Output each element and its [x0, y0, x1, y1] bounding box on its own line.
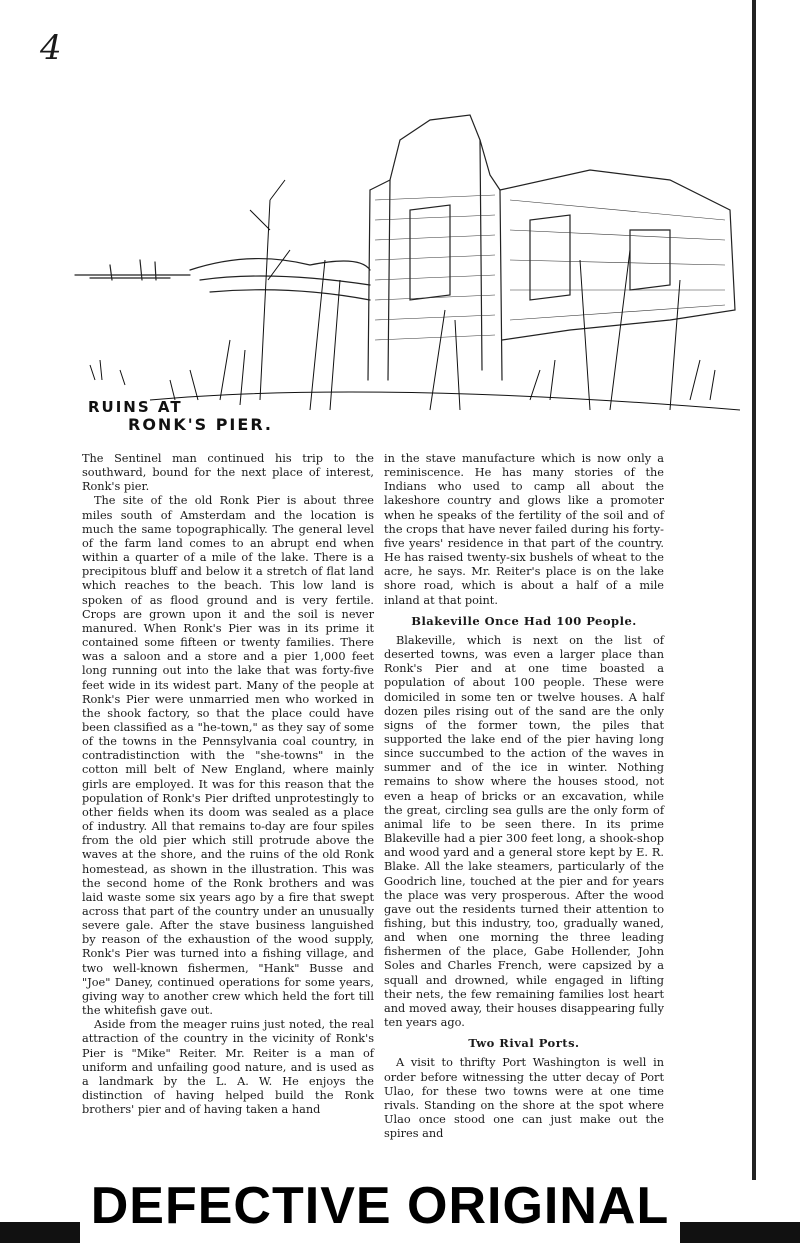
paragraph: in the stave manufacture which is now only a reminiscence. He has many stories of the Indians who used to camp all about the lakeshore country and glows like a promoter when he speaks of the fertility of the soil and of the crops that have never failed during his forty-five years' residence in that part of the country. He has raised twenty-six bushels of wheat to the acre, he says. Mr. Reiter's place is on the lake shore road, which is about a half of a mile inland at that point. [384, 452, 664, 607]
paragraph: Blakeville, which is next on the list of deserted towns, was even a larger place than Ronk's Pier and at one time boasted a population of about 100 people. These were domiciled in some ten or twelve houses. A half dozen piles rising out of the sand are the only signs of the former town, the piles that supported the lake end of the pier having long since succumbed to the action of the waves in summer and of the ice in winter. Nothing remains to show where the houses stood, not even a heap of bricks or an excavation, while the great, circling sea gulls are the only form of animal life to be seen there. In its prime Blakeville had a pier 300 feet long, a shook-shop and wood yard and a general store kept by E. R. Blake. All the lake steamers, particularly of the Goodrich line, touched at the pier and for years the place was very prosperous. After the wood gave out the residents turned their attention to fishing, but this industry, too, gradually waned, and when one morning the three leading fishermen of the place, Gabe Hollender, John Soles and Charles French, were capsized by a squall and drowned, while engaged in lifting their nets, the few remaining families lost heart and moved away, their houses disappearing fully ten years ago. [384, 633, 664, 1030]
paragraph: A visit to thrifty Port Washington is well in order before witnessing the utter decay of Port Ulao, for these two towns were at one time rivals. Standing on the shore at the spot where Ulao once stood one can just make out the spires and [384, 1056, 664, 1141]
section-heading: Two Rival Ports. [468, 1036, 580, 1051]
defective-original-stamp: DEFECTIVE ORIGINAL [80, 1170, 680, 1243]
left-column [82, 452, 374, 1117]
paragraph: Aside from the meager ruins just noted, the real attraction of the country in the vicinity of Ronk's Pier is "Mike" Reiter. Mr. Reiter is a man of uniform and unfailing good nature, and is used as a landmark by the L. A. W. He enjoys the distinction of having helped build the Ronk brothers' pier and of having taken a hand [82, 1018, 374, 1117]
section-heading: Blakeville Once Had 100 People. [411, 613, 637, 628]
page-number: 4 [40, 28, 62, 68]
paragraph: The Sentinel man continued his trip to the southward, bound for the next place of interest, Ronk's pier. [82, 452, 374, 494]
right-column [384, 452, 664, 1141]
right-edge-rule [752, 0, 756, 1180]
illustration-caption-line2: RONK'S PIER. [128, 415, 274, 434]
paragraph: The site of the old Ronk Pier is about three miles south of Amsterdam and the location is much the same topographically. The general level of the farm land comes to an abrupt end when within a quarter of a mile of the lake. There is a precipitous bluff and below it a stretch of flat land which reaches to the beach. This low land is spoken of as flood ground and is very fertile. Crops are grown upon it and the soil is never manured. When Ronk's Pier was in its prime it contained some fifteen or twenty families. There was a saloon and a store and a pier 1,000 feet long running out into the lake that was forty-five feet wide in its widest part. Many of the people at Ronk's Pier were unmarried men who worked in the shook factory, so that the place could have been classified as a "he-town," as they say of some of the towns in the Pennsylvania coal country, in contradistinction with the "she-towns" in the cotton mill belt of New England, where mainly girls are employed. It was for this reason that the population of Ronk's Pier drifted unprotestingly to other fields when its doom was sealed as a place of industry. All that remains to-day are four spiles from the old pier which still protrude above the waves at the shore, and the ruins of the old Ronk homestead, as shown in the illustration. This was the second home of the Ronk brothers and was laid waste some six years ago by a fire that swept across that part of the country under an unusually severe gale. After the stave business languished by reason of the exhaustion of the wood supply, Ronk's Pier was turned into a fishing village, and two well-known fishermen, "Hank" Busse and "Joe" Daney, continued operations for some years, giving way to another crew which held the fort till the whitefish gave out. [82, 494, 374, 1018]
illustration-caption-line1: RUINS AT [88, 398, 183, 416]
